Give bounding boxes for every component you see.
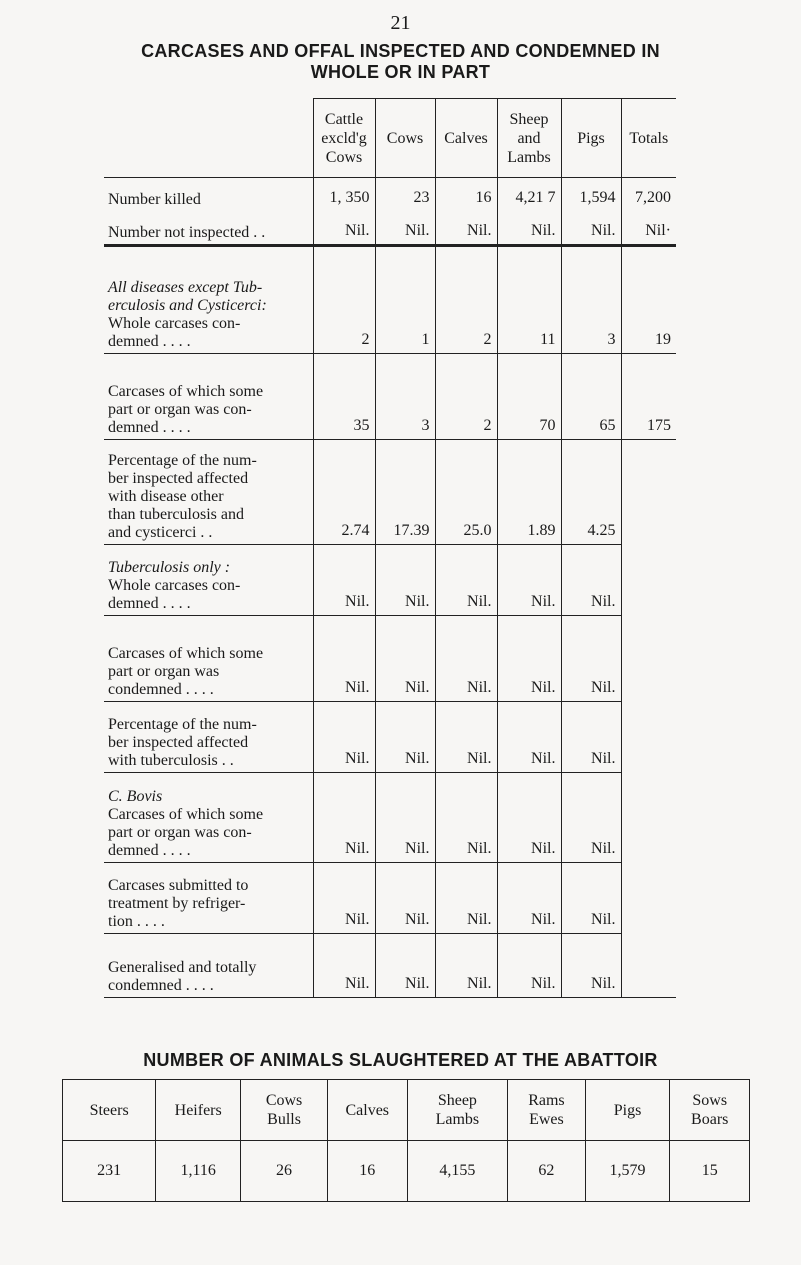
row-cbovis-generalised <box>104 934 676 998</box>
cell-value: Nil. <box>375 934 435 998</box>
cell-value: Nil. <box>561 934 621 998</box>
cell-value: 1,579 <box>585 1141 670 1202</box>
row-label: Generalised and totally condemned . . . . <box>104 934 313 998</box>
row-label: Percentage of the num- ber inspected affected with tuberculosis . . <box>104 702 313 773</box>
abattoir-values-row <box>63 1141 750 1202</box>
header-heifers: Heifers <box>156 1080 241 1141</box>
cell-value: Nil. <box>497 773 561 863</box>
cell-value: Nil. <box>561 545 621 616</box>
cell-value: Nil. <box>497 702 561 773</box>
cell-value: 65 <box>561 354 621 440</box>
cell-value: Nil. <box>435 616 497 702</box>
cell-value: 2 <box>435 354 497 440</box>
cell-value: 19 <box>621 246 676 354</box>
row-tb-percentage <box>104 702 676 773</box>
row-label: Percentage of the num- ber inspected affected with disease other than tuberculosis and and cysticerci . . <box>104 440 313 545</box>
cell-value: 17.39 <box>375 440 435 545</box>
carcases-header-row <box>104 99 676 178</box>
cell-value: 70 <box>497 354 561 440</box>
cell-value: 1.89 <box>497 440 561 545</box>
header-pigs: Pigs <box>585 1080 670 1141</box>
cell-value: Nil. <box>561 616 621 702</box>
cell-value: 1, 350 <box>313 178 375 212</box>
cell-value: 2 <box>313 246 375 354</box>
page-number: 21 <box>390 12 411 34</box>
abattoir-header-row <box>63 1080 750 1141</box>
cell-value: Nil. <box>435 934 497 998</box>
cell-value: Nil. <box>375 545 435 616</box>
cell-value: Nil. <box>313 934 375 998</box>
row-label: Carcases of which some part or organ was con- demned . . . . <box>104 354 313 440</box>
cell-value: 231 <box>63 1141 156 1202</box>
cell-value: 4,21 7 <box>497 178 561 212</box>
row-number-killed <box>104 178 676 212</box>
carcases-table <box>104 98 676 998</box>
totals-blank-cell <box>621 440 676 998</box>
row-tb-whole-condemned <box>104 545 676 616</box>
cell-value: Nil. <box>497 545 561 616</box>
cell-value: 1 <box>375 246 435 354</box>
cell-value: Nil. <box>375 702 435 773</box>
cell-value: 2 <box>435 246 497 354</box>
row-label: Tuberculosis only : Whole carcases con- demned . . . . <box>104 545 313 616</box>
row-all-whole-condemned <box>104 246 676 354</box>
header-totals: Totals <box>621 99 676 178</box>
row-all-percentage <box>104 440 676 545</box>
cell-value: Nil. <box>561 863 621 934</box>
cell-value: Nil. <box>497 211 561 246</box>
abattoir-table <box>62 1079 750 1202</box>
cell-value: 7,200 <box>621 178 676 212</box>
cell-value: Nil. <box>375 616 435 702</box>
row-cbovis-refrigeration <box>104 863 676 934</box>
main-title-line1: CARCASES AND OFFAL INSPECTED AND CONDEMNED IN <box>141 41 660 61</box>
cell-value: Nil. <box>435 545 497 616</box>
cell-value: 1,116 <box>156 1141 241 1202</box>
header-blank-cell <box>104 99 313 178</box>
cell-value: Nil. <box>561 773 621 863</box>
cell-value: Nil. <box>435 863 497 934</box>
cell-value: Nil. <box>497 616 561 702</box>
row-label: Number not inspected . . <box>104 211 313 246</box>
header-cows-bulls: Cows Bulls <box>241 1080 328 1141</box>
header-calves: Calves <box>328 1080 408 1141</box>
header-sheep: Sheep and Lambs <box>497 99 561 178</box>
cell-value: 25.0 <box>435 440 497 545</box>
cell-value: Nil. <box>313 211 375 246</box>
cell-value: 16 <box>328 1141 408 1202</box>
cell-value: Nil. <box>375 211 435 246</box>
row-label: Carcases submitted to treatment by refriger- tion . . . . <box>104 863 313 934</box>
cell-value: 4,155 <box>407 1141 508 1202</box>
cell-value: Nil. <box>561 211 621 246</box>
header-rams-ewes: Rams Ewes <box>508 1080 585 1141</box>
cell-value: 26 <box>241 1141 328 1202</box>
cell-value: Nil. <box>435 702 497 773</box>
cell-value: 2.74 <box>313 440 375 545</box>
cell-value: Nil. <box>313 773 375 863</box>
cell-value: Nil. <box>313 702 375 773</box>
row-cbovis-part-condemned <box>104 773 676 863</box>
cell-value: 11 <box>497 246 561 354</box>
header-pigs: Pigs <box>561 99 621 178</box>
header-sheep-lambs: Sheep Lambs <box>407 1080 508 1141</box>
row-not-inspected <box>104 211 676 246</box>
cell-value: Nil. <box>497 934 561 998</box>
cell-value: Nil. <box>561 702 621 773</box>
cell-value: 1,594 <box>561 178 621 212</box>
cell-value: 16 <box>435 178 497 212</box>
row-label: Carcases of which some part or organ was condemned . . . . <box>104 616 313 702</box>
cell-value: 175 <box>621 354 676 440</box>
cell-value: Nil. <box>435 773 497 863</box>
cell-value: Nil. <box>375 773 435 863</box>
row-label: C. Bovis Carcases of which some part or organ was con- demned . . . . <box>104 773 313 863</box>
row-tb-part-condemned <box>104 616 676 702</box>
header-sows-boars: Sows Boars <box>670 1080 750 1141</box>
cell-value: 3 <box>561 246 621 354</box>
cell-value: Nil. <box>313 863 375 934</box>
cell-value: 35 <box>313 354 375 440</box>
cell-value: Nil. <box>435 211 497 246</box>
cell-value: 62 <box>508 1141 585 1202</box>
header-cattle: Cattle excld'g Cows <box>313 99 375 178</box>
main-title-line2: WHOLE OR IN PART <box>310 62 491 82</box>
cell-value: 3 <box>375 354 435 440</box>
cell-value: Nil. <box>313 545 375 616</box>
abattoir-title: NUMBER OF ANIMALS SLAUGHTERED AT THE ABATTOIR <box>143 1050 658 1070</box>
cell-value: 4.25 <box>561 440 621 545</box>
cell-value: Nil. <box>313 616 375 702</box>
header-steers: Steers <box>63 1080 156 1141</box>
cell-value: 23 <box>375 178 435 212</box>
header-cows: Cows <box>375 99 435 178</box>
cell-value: 15 <box>670 1141 750 1202</box>
row-label: All diseases except Tub- erculosis and Cysticerci: Whole carcases con- demned . . . . <box>104 246 313 354</box>
header-calves: Calves <box>435 99 497 178</box>
row-all-part-condemned <box>104 354 676 440</box>
cell-value: Nil. <box>375 863 435 934</box>
cell-value: Nil. <box>497 863 561 934</box>
cell-value: Nil· <box>621 211 676 246</box>
row-label: Number killed <box>104 178 313 212</box>
